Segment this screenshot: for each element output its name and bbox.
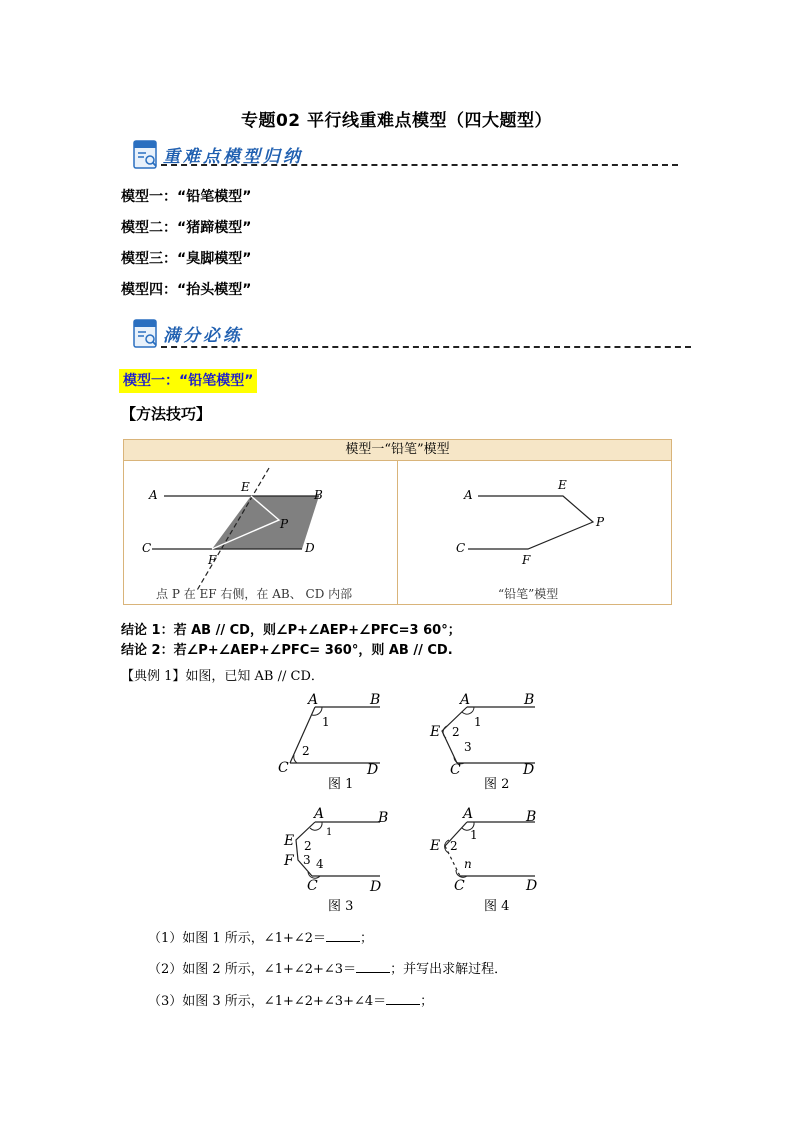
- label-p: P: [280, 517, 289, 531]
- fig2-label-e: E: [430, 724, 441, 740]
- left-diagram: [124, 460, 397, 604]
- model-item-1: 模型一：“铅笔模型”: [121, 189, 252, 205]
- fig3-label-d: D: [370, 879, 382, 895]
- figure-4: [429, 806, 537, 914]
- fig3-angle-1: 1: [326, 827, 333, 838]
- fig4-angle-n: n: [464, 857, 472, 871]
- figure-1: [278, 692, 380, 792]
- fig1-angle-2: 2: [302, 744, 310, 758]
- question-2: [148, 958, 507, 977]
- answer-blank-2[interactable]: [356, 960, 390, 973]
- fig3-angle-4: 4: [316, 857, 324, 871]
- figure-2: [429, 692, 535, 792]
- page-title: 专题02 平行线重难点模型（四大题型）: [240, 111, 553, 131]
- conclusion-2-label: 结论 2：: [121, 643, 174, 658]
- label-f: F: [208, 553, 217, 567]
- model-item-2: 模型二：“猪蹄模型”: [121, 220, 252, 236]
- figure-3: [283, 806, 388, 914]
- fig3-label-c: C: [307, 878, 318, 894]
- fig4-angle-1: 1: [470, 828, 478, 842]
- label-a: A: [149, 488, 158, 502]
- question-1-text: （1）如图 1 所示，∠1+∠2＝: [148, 931, 327, 946]
- fig4-label-d: D: [526, 878, 538, 894]
- fig1-label-c: C: [278, 760, 289, 776]
- pencil-model-figure: [123, 439, 672, 605]
- conclusion-1-text: 若 AB // CD，则∠P+∠AEP+∠PFC=3 60°；: [173, 623, 461, 638]
- fig3-label-b: B: [378, 810, 389, 826]
- question-2-text: （2）如图 2 所示，∠1+∠2+∠3＝: [148, 962, 357, 977]
- fig3-label-a: A: [314, 806, 325, 822]
- label-a: A: [464, 488, 473, 502]
- fig3-angle-3: 3: [303, 853, 311, 867]
- fig3-label-f: F: [284, 853, 294, 869]
- label-e: E: [241, 480, 250, 494]
- label-c: C: [456, 541, 466, 555]
- conclusion-2-text: 若∠P+∠AEP+∠PFC= 360°，则 AB // CD.: [173, 643, 453, 658]
- pencil-shape: [468, 496, 593, 549]
- question-1-suffix: ；: [360, 931, 374, 946]
- fig4-label-a: A: [463, 806, 474, 822]
- section-heading-models: [133, 138, 678, 174]
- conclusion-1: [121, 619, 461, 638]
- shaded-region: [212, 496, 319, 549]
- method-label: 【方法技巧】: [121, 405, 212, 423]
- answer-blank-1[interactable]: [326, 929, 360, 942]
- fig2-label-d: D: [523, 762, 535, 778]
- question-2-suffix: ；并写出求解过程．: [390, 962, 508, 977]
- fig1-label-a: A: [308, 692, 319, 708]
- right-caption: “铅笔”模型: [498, 587, 559, 601]
- fig2-label-b: B: [524, 692, 535, 708]
- fig1-caption: 图 1: [328, 777, 354, 792]
- highlighted-model-heading: 模型一：“铅笔模型”: [119, 369, 257, 393]
- document-magnifier-icon: [133, 140, 159, 170]
- answer-blank-3[interactable]: [386, 992, 420, 1005]
- fig2-angle-3: 3: [464, 740, 472, 754]
- document-magnifier-icon: [133, 319, 159, 349]
- fig2-label-a: A: [460, 692, 471, 708]
- label-d: D: [305, 541, 315, 555]
- question-3: [148, 990, 433, 1009]
- fig2-angle-2: 2: [452, 725, 460, 739]
- fig3-caption: 图 3: [328, 899, 354, 914]
- label-c: C: [142, 541, 152, 555]
- dashed-divider: [161, 164, 678, 166]
- label-e: E: [558, 478, 567, 492]
- example-diagrams: [270, 688, 560, 918]
- label-b: B: [314, 488, 323, 502]
- figure-header: 模型一“铅笔”模型: [124, 440, 671, 461]
- section-heading-text: 重难点模型归纳: [163, 147, 303, 167]
- fig4-label-c: C: [454, 878, 465, 894]
- model-item-4: 模型四：“抬头模型”: [121, 282, 252, 298]
- section-heading-text: 满分必练: [163, 326, 243, 346]
- fig4-caption: 图 4: [484, 899, 510, 914]
- label-p: P: [596, 515, 605, 529]
- dashed-divider: [161, 346, 691, 348]
- fig1-label-b: B: [370, 692, 381, 708]
- fig2-caption: 图 2: [484, 777, 510, 792]
- section-heading-practice: [133, 317, 691, 353]
- fig4-label-b: B: [526, 809, 537, 825]
- question-3-text: （3）如图 3 所示，∠1+∠2+∠3+∠4＝: [148, 994, 387, 1009]
- conclusion-1-label: 结论 1：: [121, 623, 174, 638]
- fig3-angle-2: 2: [304, 839, 312, 853]
- model-item-3: 模型三：“臭脚模型”: [121, 251, 252, 267]
- fig4-angle-2: 2: [450, 839, 458, 853]
- left-caption: 点 P 在 EF 右侧，在 AB、 CD 内部: [156, 587, 353, 601]
- conclusion-2: [121, 639, 453, 658]
- fig1-angle-1: 1: [322, 715, 330, 729]
- fig4-label-e: E: [430, 838, 441, 854]
- fig2-label-c: C: [450, 762, 461, 778]
- label-f: F: [522, 553, 531, 567]
- right-diagram: [398, 460, 671, 604]
- fig3-label-e: E: [284, 833, 295, 849]
- question-1: [148, 927, 373, 946]
- question-3-suffix: ；: [420, 994, 434, 1009]
- fig1-label-d: D: [367, 762, 379, 778]
- fig2-angle-1: 1: [474, 715, 482, 729]
- example-1-intro: 【典例 1】如图，已知 AB // CD．: [121, 669, 324, 684]
